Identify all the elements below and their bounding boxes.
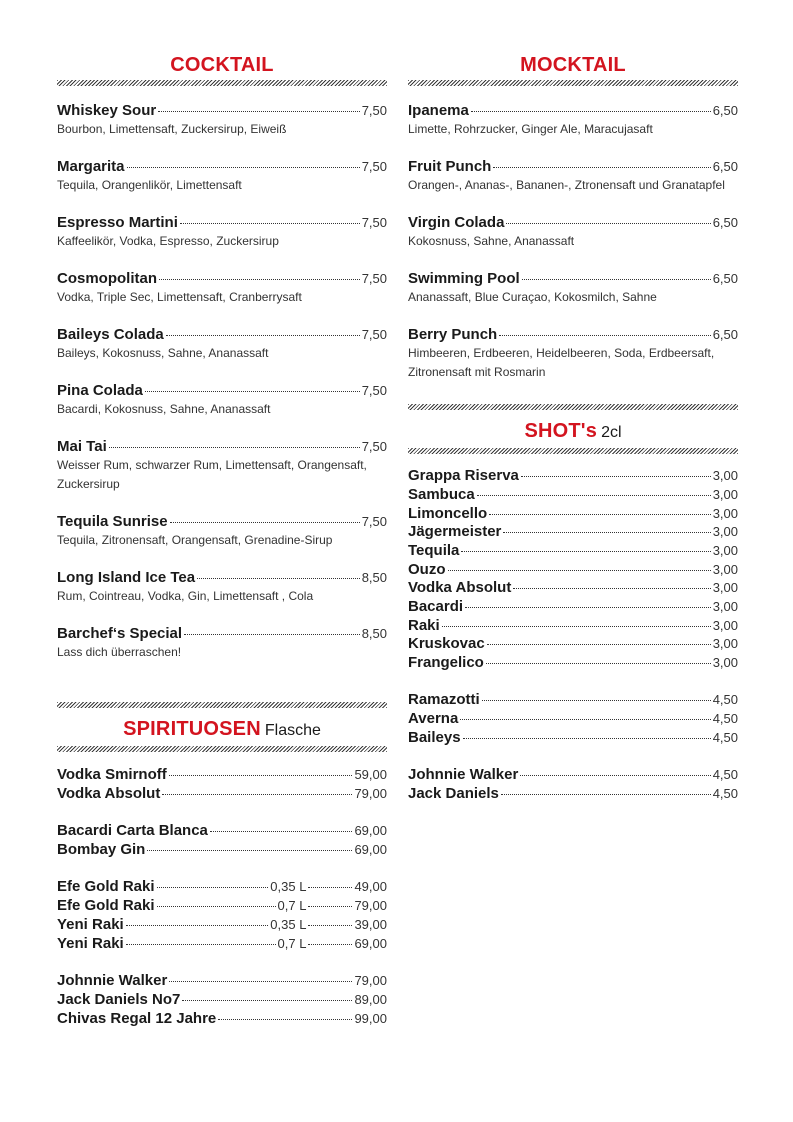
mocktail-item <box>408 325 738 382</box>
item-name: Berry Punch <box>408 326 498 343</box>
item-price: 89,00 <box>354 992 387 1007</box>
item-price: 3,00 <box>712 543 738 558</box>
leader-dots <box>493 167 710 168</box>
leader-dots <box>147 850 352 851</box>
item-price: 3,00 <box>712 636 738 651</box>
divider <box>57 746 387 752</box>
item-description: Tequila, Zitronensaft, Orangensaft, Grenadine-Sirup <box>57 533 333 547</box>
item-size: 0,7 L <box>277 936 307 951</box>
item-price: 59,00 <box>354 767 387 782</box>
shots-heading: SHOT's 2cl <box>524 420 622 442</box>
item-name: Ramazotti <box>408 691 480 708</box>
item-price: 6,50 <box>712 271 738 286</box>
leader-dots <box>157 887 269 888</box>
spirit-item <box>57 784 387 803</box>
leader-dots <box>463 738 711 739</box>
leader-dots <box>487 644 711 645</box>
divider <box>408 404 738 410</box>
item-name: Pina Colada <box>57 382 143 399</box>
item-name: Ouzo <box>408 561 446 578</box>
item-name: Raki <box>408 617 440 634</box>
shot-item <box>408 485 738 504</box>
item-price: 49,00 <box>354 879 387 894</box>
item-name: Long Island Ice Tea <box>57 569 196 586</box>
leader-dots <box>169 775 353 776</box>
item-description: Zuckersirup <box>57 477 120 491</box>
item-name: Bombay Gin <box>57 841 146 858</box>
item-name: Baileys <box>408 729 461 746</box>
cocktail-item <box>57 437 387 494</box>
item-price: 39,00 <box>354 917 387 932</box>
shot-item <box>408 522 738 541</box>
cocktail-item <box>57 213 387 251</box>
shot-item <box>408 653 738 672</box>
item-price: 79,00 <box>354 898 387 913</box>
item-price: 3,00 <box>712 562 738 577</box>
item-name: Whiskey Sour <box>57 102 157 119</box>
leader-dots <box>184 634 360 635</box>
divider <box>57 80 387 86</box>
cocktail-item <box>57 269 387 307</box>
leader-dots <box>162 794 352 795</box>
leader-dots <box>461 551 710 552</box>
spirit-item <box>57 934 387 953</box>
item-price: 7,50 <box>361 103 387 118</box>
leader-dots <box>501 794 711 795</box>
item-price: 6,50 <box>712 103 738 118</box>
item-size: 0,35 L <box>270 917 307 932</box>
leader-dots <box>210 831 353 832</box>
item-price: 69,00 <box>354 823 387 838</box>
item-price: 4,50 <box>712 711 738 726</box>
item-price: 7,50 <box>361 514 387 529</box>
item-name: Efe Gold Raki <box>57 897 155 914</box>
item-description: Ananassaft, Blue Curaçao, Kokosmilch, Sahne <box>408 290 657 304</box>
spirit-item <box>57 971 387 990</box>
item-price: 3,00 <box>712 599 738 614</box>
item-name: Sambuca <box>408 486 475 503</box>
item-description: Kokosnuss, Sahne, Ananassaft <box>408 234 575 248</box>
mocktail-item <box>408 157 738 195</box>
item-description: Himbeeren, Erdbeeren, Heidelbeeren, Soda, Erdbeersaft, <box>408 346 715 360</box>
item-name: Frangelico <box>408 654 484 671</box>
spirit-item <box>57 877 387 896</box>
shot-item <box>408 616 738 635</box>
item-price: 79,00 <box>354 786 387 801</box>
item-description: Lass dich überraschen! <box>57 645 182 659</box>
item-price: 3,00 <box>712 506 738 521</box>
leader-dots <box>503 532 710 533</box>
leader-dots <box>521 476 711 477</box>
heading-subtitle: Flasche <box>264 722 321 739</box>
mocktail-heading: MOCKTAIL <box>520 54 626 76</box>
item-price: 8,50 <box>361 570 387 585</box>
shot-item <box>408 560 738 579</box>
item-description: Baileys, Kokosnuss, Sahne, Ananassaft <box>57 346 269 360</box>
item-price: 8,50 <box>361 626 387 641</box>
item-name: Vodka Absolut <box>57 785 161 802</box>
item-size: 0,35 L <box>270 879 307 894</box>
cocktail-heading: COCKTAIL <box>170 54 274 76</box>
item-price: 3,00 <box>712 618 738 633</box>
item-price: 6,50 <box>712 159 738 174</box>
cocktail-item <box>57 624 387 662</box>
item-name: Swimming Pool <box>408 270 520 287</box>
leader-dots <box>166 335 360 336</box>
leader-dots <box>522 279 711 280</box>
item-description: Orangen-, Ananas-, Bananen-, Ztronensaft und Granatapfel <box>408 178 725 192</box>
item-name: Johnnie Walker <box>408 766 519 783</box>
item-price: 4,50 <box>712 692 738 707</box>
item-name: Yeni Raki <box>57 935 124 952</box>
shot-item <box>408 784 738 803</box>
cocktail-item <box>57 157 387 195</box>
leader-dots <box>157 906 276 907</box>
item-name: Virgin Colada <box>408 214 505 231</box>
item-description: Bourbon, Limettensaft, Zuckersirup, Eiweiß <box>57 122 287 136</box>
item-name: Cosmopolitan <box>57 270 157 287</box>
leader-dots <box>182 1000 352 1001</box>
spirituosen-heading: SPIRITUOSEN Flasche <box>123 718 321 740</box>
shot-item <box>408 709 738 728</box>
leader-dots <box>308 906 352 907</box>
leader-dots <box>127 167 360 168</box>
cocktail-item <box>57 381 387 419</box>
leader-dots <box>159 279 360 280</box>
spirit-item <box>57 840 387 859</box>
item-name: Grappa Riserva <box>408 467 519 484</box>
mocktail-item <box>408 269 738 307</box>
leader-dots <box>126 925 269 926</box>
item-price: 69,00 <box>354 842 387 857</box>
item-price: 7,50 <box>361 439 387 454</box>
item-price: 7,50 <box>361 159 387 174</box>
leader-dots <box>197 578 360 579</box>
item-name: Barchef‘s Special <box>57 625 183 642</box>
spirit-item <box>57 896 387 915</box>
item-price: 4,50 <box>712 730 738 745</box>
leader-dots <box>471 111 711 112</box>
item-size: 0,7 L <box>277 898 307 913</box>
item-name: Efe Gold Raki <box>57 878 155 895</box>
leader-dots <box>513 588 710 589</box>
item-name: Yeni Raki <box>57 916 124 933</box>
leader-dots <box>308 887 352 888</box>
item-price: 6,50 <box>712 215 738 230</box>
shot-item <box>408 728 738 747</box>
item-description: Weisser Rum, schwarzer Rum, Limettensaft, Orangensaft, <box>57 458 367 472</box>
spirit-item <box>57 915 387 934</box>
leader-dots <box>442 626 711 627</box>
item-price: 7,50 <box>361 327 387 342</box>
item-price: 7,50 <box>361 383 387 398</box>
item-name: Margarita <box>57 158 125 175</box>
item-price: 79,00 <box>354 973 387 988</box>
leader-dots <box>460 719 710 720</box>
item-name: Vodka Smirnoff <box>57 766 167 783</box>
shot-item <box>408 690 738 709</box>
leader-dots <box>158 111 359 112</box>
leader-dots <box>489 514 711 515</box>
item-price: 7,50 <box>361 215 387 230</box>
leader-dots <box>482 700 711 701</box>
divider <box>408 448 738 454</box>
leader-dots <box>486 663 711 664</box>
leader-dots <box>126 944 276 945</box>
item-price: 7,50 <box>361 271 387 286</box>
item-name: Tequila <box>408 542 460 559</box>
leader-dots <box>506 223 710 224</box>
item-price: 3,00 <box>712 524 738 539</box>
item-name: Ipanema <box>408 102 469 119</box>
heading-subtitle: 2cl <box>601 424 622 441</box>
mocktail-item <box>408 101 738 139</box>
item-price: 3,00 <box>712 655 738 670</box>
leader-dots <box>145 391 360 392</box>
divider <box>408 80 738 86</box>
item-name: Fruit Punch <box>408 158 492 175</box>
item-name: Mai Tai <box>57 438 107 455</box>
spirit-item <box>57 1009 387 1028</box>
item-name: Jack Daniels <box>408 785 499 802</box>
item-name: Johnnie Walker <box>57 972 168 989</box>
item-name: Bacardi Carta Blanca <box>57 822 208 839</box>
item-name: Bacardi <box>408 598 464 615</box>
divider <box>57 702 387 708</box>
cocktail-item <box>57 325 387 363</box>
item-price: 4,50 <box>712 767 738 782</box>
item-name: Kruskovac <box>408 635 485 652</box>
cocktail-item <box>57 568 387 606</box>
leader-dots <box>499 335 710 336</box>
leader-dots <box>308 925 352 926</box>
shot-item <box>408 466 738 485</box>
leader-dots <box>170 522 360 523</box>
shot-item <box>408 597 738 616</box>
item-name: Espresso Martini <box>57 214 178 231</box>
shot-item <box>408 504 738 523</box>
leader-dots <box>465 607 711 608</box>
cocktail-item <box>57 101 387 139</box>
mocktail-item <box>408 213 738 251</box>
leader-dots <box>448 570 711 571</box>
spirit-item <box>57 990 387 1009</box>
item-description: Tequila, Orangenlikör, Limettensaft <box>57 178 242 192</box>
leader-dots <box>218 1019 352 1020</box>
item-name: Tequila Sunrise <box>57 513 168 530</box>
item-price: 3,00 <box>712 487 738 502</box>
item-price: 6,50 <box>712 327 738 342</box>
item-price: 69,00 <box>354 936 387 951</box>
item-description: Bacardi, Kokosnuss, Sahne, Ananassaft <box>57 402 271 416</box>
item-name: Averna <box>408 710 459 727</box>
item-name: Limoncello <box>408 505 488 522</box>
item-price: 3,00 <box>712 580 738 595</box>
item-description: Kaffeelikör, Vodka, Espresso, Zuckersirup <box>57 234 279 248</box>
leader-dots <box>109 447 360 448</box>
leader-dots <box>180 223 360 224</box>
item-description: Limette, Rohrzucker, Ginger Ale, Maracujasaft <box>408 122 653 136</box>
cocktail-item <box>57 512 387 550</box>
item-description: Rum, Cointreau, Vodka, Gin, Limettensaft , Cola <box>57 589 314 603</box>
shot-item <box>408 541 738 560</box>
spirit-item <box>57 765 387 784</box>
item-name: Jägermeister <box>408 523 502 540</box>
item-name: Chivas Regal 12 Jahre <box>57 1010 217 1027</box>
leader-dots <box>308 944 352 945</box>
shot-item <box>408 634 738 653</box>
item-price: 4,50 <box>712 786 738 801</box>
item-name: Jack Daniels No7 <box>57 991 181 1008</box>
shot-item <box>408 578 738 597</box>
leader-dots <box>169 981 352 982</box>
item-price: 3,00 <box>712 468 738 483</box>
item-price: 99,00 <box>354 1011 387 1026</box>
item-name: Vodka Absolut <box>408 579 512 596</box>
item-description: Zitronensaft mit Rosmarin <box>408 365 546 379</box>
item-name: Baileys Colada <box>57 326 164 343</box>
item-description: Vodka, Triple Sec, Limettensaft, Cranberrysaft <box>57 290 302 304</box>
leader-dots <box>477 495 711 496</box>
shot-item <box>408 765 738 784</box>
leader-dots <box>520 775 710 776</box>
spirit-item <box>57 821 387 840</box>
